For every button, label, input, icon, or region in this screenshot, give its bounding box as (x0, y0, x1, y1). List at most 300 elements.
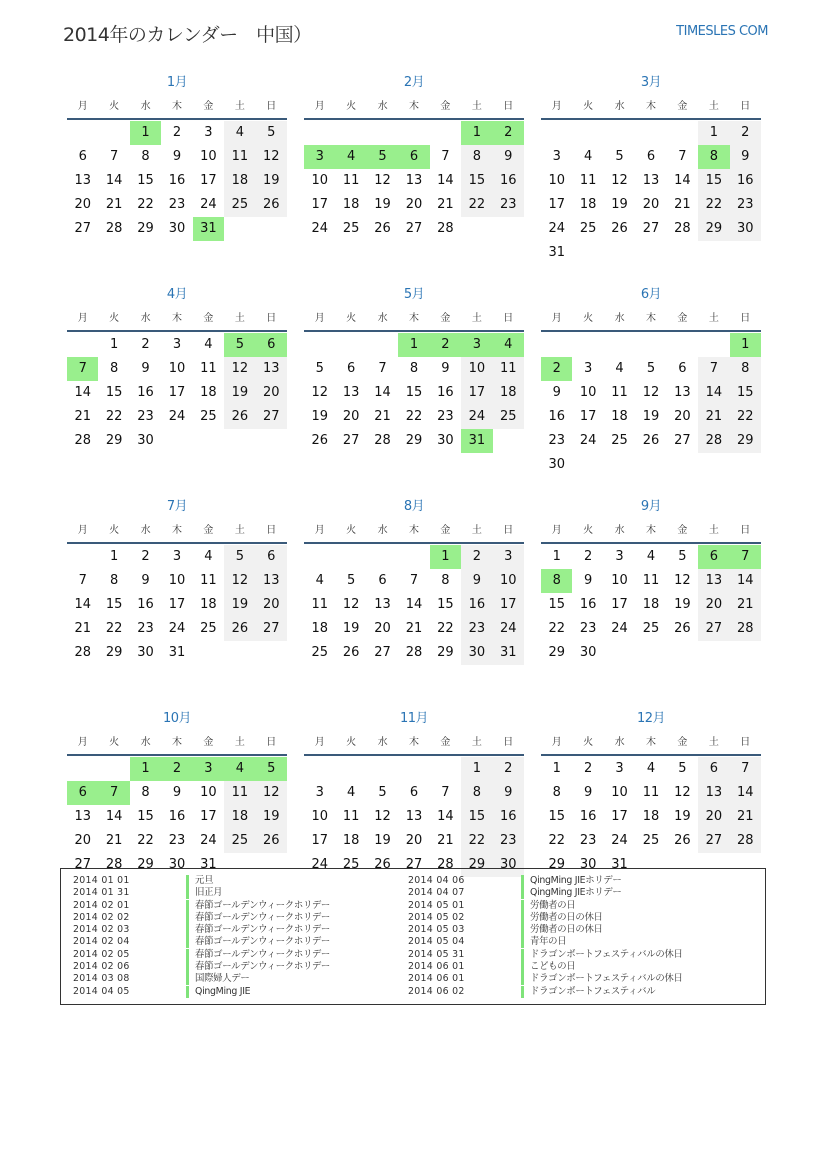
holiday-row (73, 949, 330, 961)
days-grid (541, 545, 761, 665)
holiday-date: 2014 01 31 (73, 887, 130, 899)
day-cell: 12 (342, 597, 360, 612)
empty-day-cell (98, 757, 129, 781)
month-calendar (304, 72, 524, 284)
day-cell: 26 (674, 833, 691, 848)
weekday-label: 金 (203, 101, 214, 112)
day-cell: 18 (200, 385, 217, 400)
day-cell: 26 (374, 221, 391, 236)
weekday-label: 金 (440, 313, 451, 324)
day-cell: 13 (342, 385, 360, 400)
holiday-marker (186, 986, 189, 998)
day-cell: 1 (109, 337, 119, 352)
day-cell: 28 (437, 857, 454, 872)
holiday-column-left (73, 875, 330, 998)
months-grid (67, 72, 761, 920)
holiday-name: QingMing JIE (195, 985, 251, 997)
weekday-label: 火 (346, 525, 357, 536)
day-cell: 23 (493, 193, 524, 217)
weekday-header (541, 520, 761, 544)
day-cell: 16 (493, 169, 524, 193)
day-cell: 29 (461, 853, 492, 877)
holiday-marker (521, 912, 524, 924)
day-cell: 30 (437, 433, 454, 448)
day-cell: 18 (611, 409, 628, 424)
day-cell: 13 (256, 357, 287, 381)
month-title: 7月 (166, 499, 188, 514)
day-cell: 9 (172, 149, 182, 164)
day-cell: 17 (493, 593, 524, 617)
day-cell: 23 (168, 833, 186, 848)
day-cell: 28 (105, 857, 123, 872)
day-cell: 24 (461, 405, 492, 429)
day-cell: 17 (311, 833, 328, 848)
day-cell: 21 (698, 405, 729, 429)
weekday-label: 土 (234, 101, 245, 112)
weekday-label: 水 (140, 737, 151, 748)
day-cell: 30 (579, 645, 597, 660)
holiday-date: 2014 02 04 (73, 936, 130, 948)
weekday-header (304, 308, 524, 332)
day-cell: 21 (74, 621, 91, 636)
day-cell: 19 (374, 197, 391, 212)
weekday-label: 土 (471, 101, 482, 112)
day-cell: 29 (137, 857, 154, 872)
day-cell: 28 (730, 617, 761, 641)
holiday-marker (186, 875, 189, 887)
holiday-row (408, 986, 683, 998)
holiday-marker (186, 900, 189, 912)
day-cell: 25 (224, 829, 255, 853)
holiday-day-cell: 1 (398, 333, 429, 357)
day-cell: 27 (674, 433, 691, 448)
empty-day-cell (667, 121, 698, 145)
holiday-marker (521, 936, 524, 948)
holiday-name: 春節ゴールデンウィークホリデー (195, 924, 330, 936)
day-cell: 30 (137, 433, 154, 448)
holiday-marker (186, 961, 189, 973)
day-cell: 18 (642, 597, 660, 612)
day-cell: 10 (611, 573, 628, 588)
holiday-list (60, 868, 766, 1005)
holiday-marker (186, 924, 189, 936)
day-cell: 30 (461, 641, 492, 665)
day-cell: 2 (461, 545, 492, 569)
day-cell: 17 (200, 173, 217, 188)
day-cell: 28 (405, 645, 423, 660)
day-cell: 19 (224, 593, 255, 617)
weekday-label: 金 (440, 737, 451, 748)
weekday-header (67, 520, 287, 544)
day-cell: 22 (548, 621, 565, 636)
day-cell: 14 (374, 385, 391, 400)
weekday-label: 金 (677, 313, 688, 324)
day-cell: 12 (611, 173, 628, 188)
holiday-day-cell: 6 (256, 333, 287, 357)
empty-day-cell (635, 333, 666, 357)
day-cell: 14 (698, 381, 729, 405)
weekday-label: 土 (708, 313, 719, 324)
weekday-label: 土 (708, 525, 719, 536)
day-cell: 5 (678, 761, 687, 776)
day-cell: 6 (678, 361, 687, 376)
day-cell: 30 (137, 645, 154, 660)
day-cell: 16 (137, 597, 154, 612)
day-cell: 21 (405, 621, 423, 636)
day-cell: 31 (493, 641, 524, 665)
day-cell: 26 (256, 193, 287, 217)
holiday-name: こどもの日 (530, 961, 576, 973)
day-cell: 29 (548, 645, 565, 660)
day-cell: 29 (105, 433, 123, 448)
day-cell: 21 (105, 833, 123, 848)
day-cell: 15 (137, 173, 154, 188)
holiday-name: 春節ゴールデンウィークホリデー (195, 961, 330, 973)
weekday-label: 日 (503, 313, 514, 324)
holiday-date: 2014 06 01 (408, 973, 465, 985)
day-cell: 10 (200, 149, 217, 164)
day-cell: 17 (200, 809, 217, 824)
holiday-name: 春節ゴールデンウィークホリデー (195, 899, 330, 911)
day-cell: 4 (646, 761, 656, 776)
day-cell: 17 (611, 809, 628, 824)
day-cell: 27 (256, 617, 287, 641)
empty-day-cell (67, 545, 98, 569)
holiday-day-cell: 1 (730, 333, 761, 357)
month-title: 2月 (403, 75, 425, 90)
day-cell: 8 (141, 785, 150, 800)
holiday-marker (521, 973, 524, 985)
day-cell: 25 (611, 433, 628, 448)
holiday-date: 2014 05 01 (408, 899, 465, 911)
day-cell: 25 (224, 193, 255, 217)
month-calendar (304, 496, 524, 708)
day-cell: 25 (311, 645, 328, 660)
holiday-day-cell: 31 (193, 217, 224, 241)
day-cell: 11 (224, 781, 255, 805)
holiday-day-cell: 3 (193, 757, 224, 781)
holiday-date: 2014 02 06 (73, 961, 130, 973)
weekday-label: 月 (77, 313, 88, 324)
day-cell: 27 (74, 221, 91, 236)
empty-day-cell (367, 333, 398, 357)
weekday-label: 木 (171, 737, 182, 748)
day-cell: 29 (137, 221, 154, 236)
day-cell: 22 (461, 193, 492, 217)
month-title: 1月 (166, 75, 188, 90)
day-cell: 26 (224, 405, 255, 429)
day-cell: 4 (204, 337, 213, 352)
holiday-name: 春節ゴールデンウィークホリデー (195, 936, 330, 948)
day-cell: 22 (730, 405, 761, 429)
day-cell: 7 (441, 149, 450, 164)
day-cell: 20 (674, 409, 691, 424)
month-calendar (541, 496, 761, 708)
day-cell: 17 (168, 385, 186, 400)
day-cell: 17 (168, 597, 186, 612)
weekday-label: 水 (377, 313, 388, 324)
brand-logo[interactable]: TIMESLES COM (676, 24, 768, 39)
holiday-date: 2014 02 01 (73, 899, 130, 911)
day-cell: 22 (405, 409, 423, 424)
day-cell: 6 (256, 545, 287, 569)
weekday-label: 土 (471, 313, 482, 324)
day-cell: 26 (224, 617, 255, 641)
weekday-label: 日 (503, 525, 514, 536)
day-cell: 8 (409, 361, 419, 376)
day-cell: 25 (342, 857, 360, 872)
day-cell: 16 (168, 173, 186, 188)
day-cell: 15 (698, 169, 729, 193)
day-cell: 17 (548, 197, 565, 212)
day-cell: 15 (437, 597, 454, 612)
day-cell: 11 (342, 809, 360, 824)
day-cell: 11 (311, 597, 328, 612)
holiday-day-cell: 5 (367, 145, 398, 169)
month-calendar (304, 284, 524, 496)
day-cell: 9 (493, 781, 524, 805)
day-cell: 20 (74, 197, 91, 212)
day-cell: 14 (437, 173, 454, 188)
day-cell: 14 (105, 809, 123, 824)
day-cell: 6 (409, 785, 419, 800)
month-title: 12月 (636, 711, 666, 726)
day-cell: 29 (105, 645, 123, 660)
day-cell: 1 (698, 121, 729, 145)
day-cell: 14 (730, 781, 761, 805)
empty-day-cell (398, 545, 429, 569)
weekday-header (67, 308, 287, 332)
weekday-label: 日 (740, 101, 751, 112)
month-title: 8月 (403, 499, 425, 514)
weekday-label: 月 (551, 525, 562, 536)
day-cell: 18 (200, 597, 217, 612)
day-cell: 3 (583, 361, 593, 376)
day-cell: 1 (552, 761, 561, 776)
weekday-header (541, 732, 761, 756)
day-cell: 21 (730, 593, 761, 617)
weekday-label: 木 (408, 101, 419, 112)
holiday-day-cell: 1 (430, 545, 461, 569)
holiday-row (408, 973, 683, 985)
day-cell: 16 (461, 593, 492, 617)
holiday-row (408, 887, 683, 899)
holiday-marker (186, 887, 189, 899)
day-cell: 4 (615, 361, 624, 376)
empty-day-cell (667, 333, 698, 357)
day-cell: 24 (579, 433, 597, 448)
day-cell: 23 (493, 829, 524, 853)
holiday-row (408, 961, 683, 973)
day-cell: 4 (224, 121, 255, 145)
holiday-date: 2014 06 01 (408, 961, 465, 973)
weekday-label: 日 (740, 313, 751, 324)
day-cell: 21 (674, 197, 691, 212)
holiday-row (408, 912, 683, 924)
day-cell: 27 (698, 617, 729, 641)
day-cell: 4 (315, 573, 324, 588)
month-title: 11月 (399, 711, 429, 726)
day-cell: 27 (374, 645, 391, 660)
day-cell: 27 (642, 221, 660, 236)
day-cell: 14 (405, 597, 423, 612)
empty-day-cell (67, 333, 98, 357)
day-cell: 22 (105, 621, 123, 636)
days-grid (541, 757, 761, 877)
day-cell: 29 (405, 433, 423, 448)
day-cell: 18 (342, 833, 360, 848)
weekday-header (67, 96, 287, 120)
day-cell: 10 (493, 569, 524, 593)
day-cell: 9 (493, 145, 524, 169)
day-cell: 15 (461, 169, 492, 193)
empty-day-cell (635, 121, 666, 145)
day-cell: 24 (493, 617, 524, 641)
day-cell: 25 (579, 221, 597, 236)
weekday-label: 日 (740, 737, 751, 748)
holiday-day-cell: 4 (224, 757, 255, 781)
holiday-date: 2014 02 03 (73, 924, 130, 936)
day-cell: 11 (200, 361, 217, 376)
day-cell: 19 (256, 805, 287, 829)
day-cell: 7 (78, 573, 87, 588)
day-cell: 24 (200, 833, 217, 848)
day-cell: 5 (346, 573, 356, 588)
day-cell: 21 (74, 409, 91, 424)
holiday-name: 国際婦人デー (195, 973, 250, 985)
holiday-day-cell: 7 (98, 781, 129, 805)
weekday-label: 木 (645, 313, 656, 324)
weekday-label: 火 (346, 101, 357, 112)
day-cell: 10 (579, 385, 597, 400)
day-cell: 19 (374, 833, 391, 848)
day-cell: 24 (168, 409, 186, 424)
empty-day-cell (430, 757, 461, 781)
day-cell: 6 (346, 361, 356, 376)
day-cell: 25 (642, 621, 660, 636)
holiday-date: 2014 05 03 (408, 924, 465, 936)
weekday-label: 日 (503, 737, 514, 748)
day-cell: 17 (579, 409, 597, 424)
weekday-label: 火 (583, 101, 594, 112)
weekday-label: 土 (234, 737, 245, 748)
day-cell: 26 (311, 433, 328, 448)
day-cell: 24 (200, 197, 217, 212)
days-grid (67, 757, 287, 877)
day-cell: 3 (315, 785, 324, 800)
holiday-day-cell: 4 (335, 145, 366, 169)
day-cell: 25 (642, 833, 660, 848)
weekday-label: 土 (471, 737, 482, 748)
day-cell: 21 (374, 409, 391, 424)
day-cell: 19 (674, 597, 691, 612)
holiday-name: QingMing JIEホリデー (530, 887, 622, 899)
empty-day-cell (398, 757, 429, 781)
holiday-name: ドラゴンボートフェスティバル (530, 985, 656, 997)
day-cell: 14 (730, 569, 761, 593)
day-cell: 27 (698, 829, 729, 853)
month-title: 9月 (640, 499, 662, 514)
day-cell: 9 (461, 569, 492, 593)
day-cell: 4 (346, 785, 356, 800)
holiday-day-cell: 2 (541, 357, 572, 381)
day-cell: 11 (200, 573, 217, 588)
holiday-row (408, 875, 683, 887)
day-cell: 26 (374, 857, 391, 872)
weekday-label: 日 (266, 313, 277, 324)
day-cell: 12 (256, 145, 287, 169)
weekday-label: 水 (614, 101, 625, 112)
weekday-label: 火 (109, 737, 120, 748)
day-cell: 28 (698, 429, 729, 453)
day-cell: 27 (405, 221, 423, 236)
weekday-label: 土 (471, 525, 482, 536)
holiday-row (408, 949, 683, 961)
day-cell: 1 (552, 549, 561, 564)
empty-day-cell (604, 333, 635, 357)
holiday-date: 2014 04 06 (408, 875, 465, 886)
holiday-marker (521, 924, 524, 936)
day-cell: 18 (579, 197, 597, 212)
day-cell: 24 (611, 833, 628, 848)
day-cell: 21 (437, 197, 454, 212)
day-cell: 26 (642, 433, 660, 448)
day-cell: 23 (730, 193, 761, 217)
day-cell: 1 (109, 549, 119, 564)
day-cell: 31 (548, 245, 565, 260)
day-cell: 2 (172, 125, 182, 140)
day-cell: 16 (437, 385, 454, 400)
weekday-label: 火 (109, 101, 120, 112)
holiday-day-cell: 2 (430, 333, 461, 357)
day-cell: 11 (611, 385, 628, 400)
holiday-marker (186, 973, 189, 985)
day-cell: 23 (168, 197, 186, 212)
day-cell: 22 (437, 621, 454, 636)
holiday-date: 2014 02 05 (73, 948, 130, 960)
day-cell: 13 (374, 597, 391, 612)
holiday-name: 労働者の日の休日 (530, 924, 603, 936)
holiday-name: ドラゴンボートフェスティバルの休日 (530, 948, 683, 960)
day-cell: 13 (674, 385, 691, 400)
day-cell: 15 (405, 385, 423, 400)
day-cell: 8 (109, 573, 119, 588)
weekday-label: 土 (708, 737, 719, 748)
day-cell: 23 (461, 617, 492, 641)
day-cell: 13 (698, 569, 729, 593)
day-cell: 27 (256, 405, 287, 429)
holiday-date: 2014 04 05 (73, 985, 130, 997)
day-cell: 22 (137, 197, 154, 212)
weekday-label: 金 (677, 737, 688, 748)
day-cell: 9 (172, 785, 182, 800)
day-cell: 22 (548, 833, 565, 848)
day-cell: 21 (437, 833, 454, 848)
day-cell: 9 (730, 145, 761, 169)
day-cell: 15 (137, 809, 154, 824)
day-cell: 5 (615, 149, 624, 164)
holiday-row (73, 900, 330, 912)
day-cell: 4 (583, 149, 593, 164)
holiday-name: 旧正月 (195, 887, 223, 899)
month-title: 3月 (640, 75, 662, 90)
day-cell: 9 (141, 573, 150, 588)
day-cell: 26 (611, 221, 628, 236)
empty-day-cell (541, 121, 572, 145)
day-cell: 8 (461, 145, 492, 169)
empty-day-cell (67, 121, 98, 145)
day-cell: 11 (493, 357, 524, 381)
